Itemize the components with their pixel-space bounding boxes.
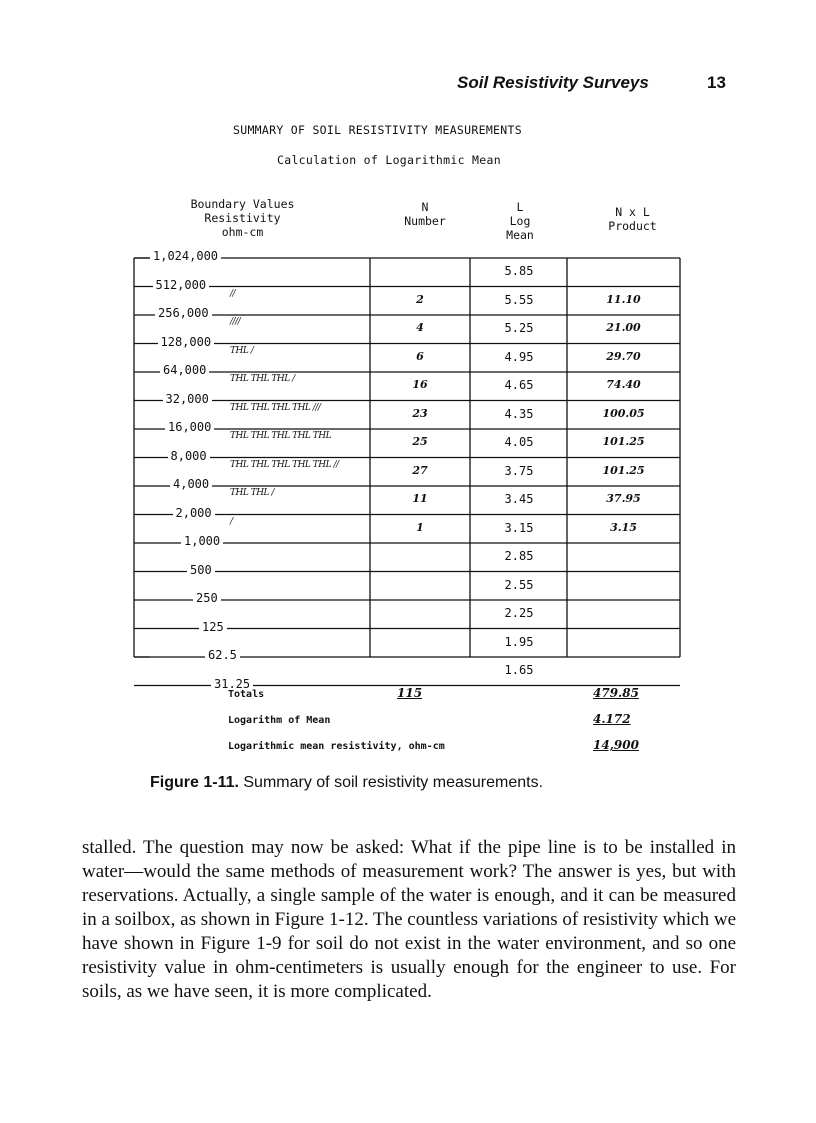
boundary-value: 32,000 <box>163 392 212 406</box>
cell-log-mean: 3.75 <box>504 463 534 478</box>
cell-log-mean: 5.55 <box>504 292 534 307</box>
tally-mark: // <box>230 288 236 299</box>
boundary-value: 125 <box>199 620 227 634</box>
boundary-value: 250 <box>193 591 221 605</box>
cell-n: 2 <box>416 292 424 306</box>
summary-title: SUMMARY OF SOIL RESISTIVITY MEASUREMENTS <box>233 123 522 137</box>
cell-log-mean: 5.25 <box>504 321 534 336</box>
cell-log-mean: 2.85 <box>504 549 534 564</box>
boundary-value: 256,000 <box>155 306 212 320</box>
boundary-value: 31.25 <box>211 677 253 691</box>
resistivity-label: Logarithmic mean resistivity, ohm-cm <box>228 741 445 752</box>
log-mean-label: Logarithm of Mean <box>228 715 331 726</box>
cell-log-mean: 1.95 <box>504 634 534 649</box>
header-l-line2: Log <box>509 214 531 228</box>
cell-log-mean: 2.25 <box>504 606 534 621</box>
totals-nl-value: 479.85 <box>593 686 639 700</box>
cell-log-mean: 1.65 <box>504 663 534 678</box>
page-number: 13 <box>707 73 726 92</box>
header-nxl-line2: Product <box>608 219 657 233</box>
tally-mark: THL THL / <box>230 488 274 498</box>
cell-log-mean: 4.95 <box>504 349 534 364</box>
boundary-value: 1,000 <box>181 534 223 548</box>
cell-product: 29.70 <box>606 349 641 363</box>
cell-product: 37.95 <box>606 492 641 506</box>
boundary-value: 512,000 <box>153 278 210 292</box>
header-n-line1: N <box>421 200 429 214</box>
header-boundary-line3: ohm-cm <box>221 225 264 239</box>
header-l-line3: Mean <box>506 228 534 242</box>
figure-label: Figure 1-11. <box>150 774 239 791</box>
cell-product: 101.25 <box>602 463 645 477</box>
header-l-line1: L <box>516 200 524 214</box>
cell-n: 23 <box>412 406 428 420</box>
cell-n: 4 <box>416 321 424 335</box>
totals-label: Totals <box>228 689 265 700</box>
cell-log-mean: 3.15 <box>504 520 534 535</box>
boundary-value: 8,000 <box>168 449 210 463</box>
cell-log-mean: 3.45 <box>504 492 534 507</box>
running-header-title: Soil Resistivity Surveys <box>457 73 649 92</box>
cell-log-mean: 2.55 <box>504 577 534 592</box>
body-paragraph: stalled. The question may now be asked: What if the pipe line is to be installed in water—would the same methods of measurement work? The answer is yes, but with reservations. Actually, a single sample of the water is enough, and it can be measured in a soilbox, as shown in Figure 1-12. The countless variations of resistivity which we have shown in Figure 1-9 for soil do not exist in the water environment, and so one resistivity value in ohm-centimeters is usually enough for the engineer to use. For soils, as we have seen, it is more complicated. <box>82 837 737 1002</box>
header-nxl-line1: N x L <box>615 205 650 219</box>
tally-mark: THL THL THL THL /// <box>230 402 321 413</box>
cell-product: 101.25 <box>602 435 645 449</box>
tally-mark: THL / <box>230 345 254 356</box>
cell-product: 100.05 <box>602 406 645 420</box>
boundary-value: 128,000 <box>158 335 215 349</box>
figure-caption <box>150 774 543 792</box>
header-boundary-line2: Resistivity <box>204 211 281 225</box>
boundary-value: 64,000 <box>160 363 209 377</box>
cell-n: 6 <box>416 349 424 363</box>
totals-n-value: 115 <box>397 686 423 700</box>
boundary-value: 16,000 <box>165 420 214 434</box>
log-mean-value: 4.172 <box>593 712 631 726</box>
header-n-line2: Number <box>404 214 446 228</box>
cell-n: 16 <box>412 378 428 392</box>
boundary-value: 1,024,000 <box>150 249 221 263</box>
cell-n: 1 <box>416 520 424 534</box>
boundary-value: 4,000 <box>170 477 212 491</box>
cell-product: 3.15 <box>610 520 637 534</box>
figure-caption-text: Summary of soil resistivity measurements. <box>243 774 544 791</box>
header-boundary-line1: Boundary Values <box>190 197 295 211</box>
boundary-value: 2,000 <box>173 506 215 520</box>
cell-n: 25 <box>412 435 428 449</box>
tally-mark: THL THL THL THL THL // <box>230 459 339 470</box>
cell-log-mean: 4.35 <box>504 406 534 421</box>
cell-log-mean: 5.85 <box>504 264 534 279</box>
tally-mark: THL THL THL / <box>230 374 295 384</box>
tally-mark: / <box>230 516 233 527</box>
cell-log-mean: 4.05 <box>504 435 534 450</box>
cell-product: 21.00 <box>606 321 641 335</box>
boundary-value: 500 <box>187 563 215 577</box>
tally-mark: THL THL THL THL THL <box>230 431 332 441</box>
boundary-value: 62.5 <box>205 648 240 662</box>
cell-n: 11 <box>412 492 428 506</box>
resistivity-value: 14,900 <box>593 738 639 752</box>
cell-n: 27 <box>412 463 428 477</box>
cell-product: 74.40 <box>606 378 641 392</box>
tally-mark: //// <box>230 317 241 327</box>
cell-product: 11.10 <box>606 292 641 306</box>
cell-log-mean: 4.65 <box>504 378 534 393</box>
summary-subtitle: Calculation of Logarithmic Mean <box>277 153 501 167</box>
